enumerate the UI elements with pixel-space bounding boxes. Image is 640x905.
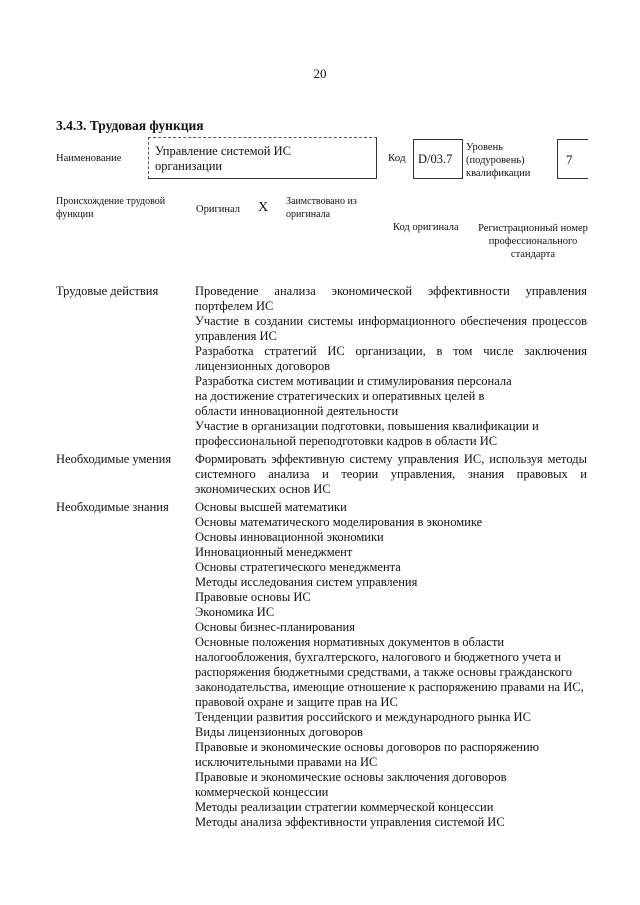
list-item: Основы бизнес-планирования — [195, 620, 355, 634]
list-item: Правовые и экономические основы заключения договоров коммерческой концессии — [195, 770, 507, 799]
section-label: Трудовые действия — [56, 284, 159, 298]
level-label: Уровень (подуровень) квалификации — [466, 142, 531, 179]
list-item: Основы стратегического менеджмента — [195, 560, 401, 574]
list-item: Разработка стратегий ИС организации, в том числе заключения лицензионных договоров — [195, 344, 587, 373]
name-label: Наименование — [56, 153, 122, 164]
list-item: Тенденции развития российского и международного рынка ИС — [195, 710, 531, 724]
borrowed-label: Заимствовано из оригинала — [286, 196, 357, 220]
name-value: Управление системой ИС организации — [155, 144, 291, 173]
list-item: Инновационный менеджмент — [195, 545, 353, 559]
code-box — [413, 139, 463, 179]
origin-label: Происхождение трудовой функции — [56, 196, 166, 220]
level-box — [557, 139, 588, 179]
list-item: Экономика ИС — [195, 605, 275, 619]
list-item: Разработка систем мотивации и стимулирования персонала на достижение стратегических и оперативных целей в области инновационной деятельности — [195, 374, 512, 418]
list-item: Участие в создании системы информационного обеспечения процессов управления ИС — [195, 314, 587, 343]
section-label: Необходимые знания — [56, 500, 169, 514]
list-item: Формировать эффективную систему управления ИС, используя методы системного анализа и теории управления, знания правовых и экономических основ ИС — [195, 452, 587, 496]
list-item: Правовые и экономические основы договоров по распоряжению исключительными правами на ИС — [195, 740, 539, 769]
name-box — [148, 137, 377, 179]
page-number: 20 — [313, 66, 327, 81]
level-value: 7 — [566, 152, 573, 167]
section-title: 3.4.3. Трудовая функция — [56, 118, 204, 133]
list-item: Методы анализа эффективности управления системой ИС — [195, 815, 505, 829]
section-items — [195, 284, 587, 449]
section-label: Необходимые умения — [56, 452, 172, 466]
section-items — [195, 500, 587, 830]
code-original-label: Код оригинала — [393, 222, 459, 233]
code-label: Код — [388, 152, 406, 164]
original-mark: X — [258, 200, 269, 215]
list-item: Основы высшей математики — [195, 500, 347, 514]
list-item: Правовые основы ИС — [195, 590, 311, 604]
list-item: Основные положения нормативных документов в области налогообложения, бухгалтерского, налогового и бюджетного учета и распоряжения бюджетными средствами, а также основы гражданского законодательства, имеющие отношение к распоряжению правами на ИС, правовой охране и защите прав на ИС — [195, 635, 584, 709]
list-item: Методы реализации стратегии коммерческой концессии — [195, 800, 494, 814]
code-value: D/03.7 — [418, 152, 453, 166]
reg-number-label: Регистрационный номер профессионального стандарта — [478, 223, 588, 260]
list-item: Виды лицензионных договоров — [195, 725, 363, 739]
list-item: Методы исследования систем управления — [195, 575, 418, 589]
original-label: Оригинал — [196, 204, 240, 215]
list-item: Основы математического моделирования в экономике — [195, 515, 483, 529]
section-items — [195, 452, 587, 497]
list-item: Проведение анализа экономической эффективности управления портфелем ИС — [195, 284, 587, 313]
list-item: Основы инновационной экономики — [195, 530, 384, 544]
list-item: Участие в организации подготовки, повышения квалификации и профессиональной переподготовки кадров в области ИС — [195, 419, 539, 448]
